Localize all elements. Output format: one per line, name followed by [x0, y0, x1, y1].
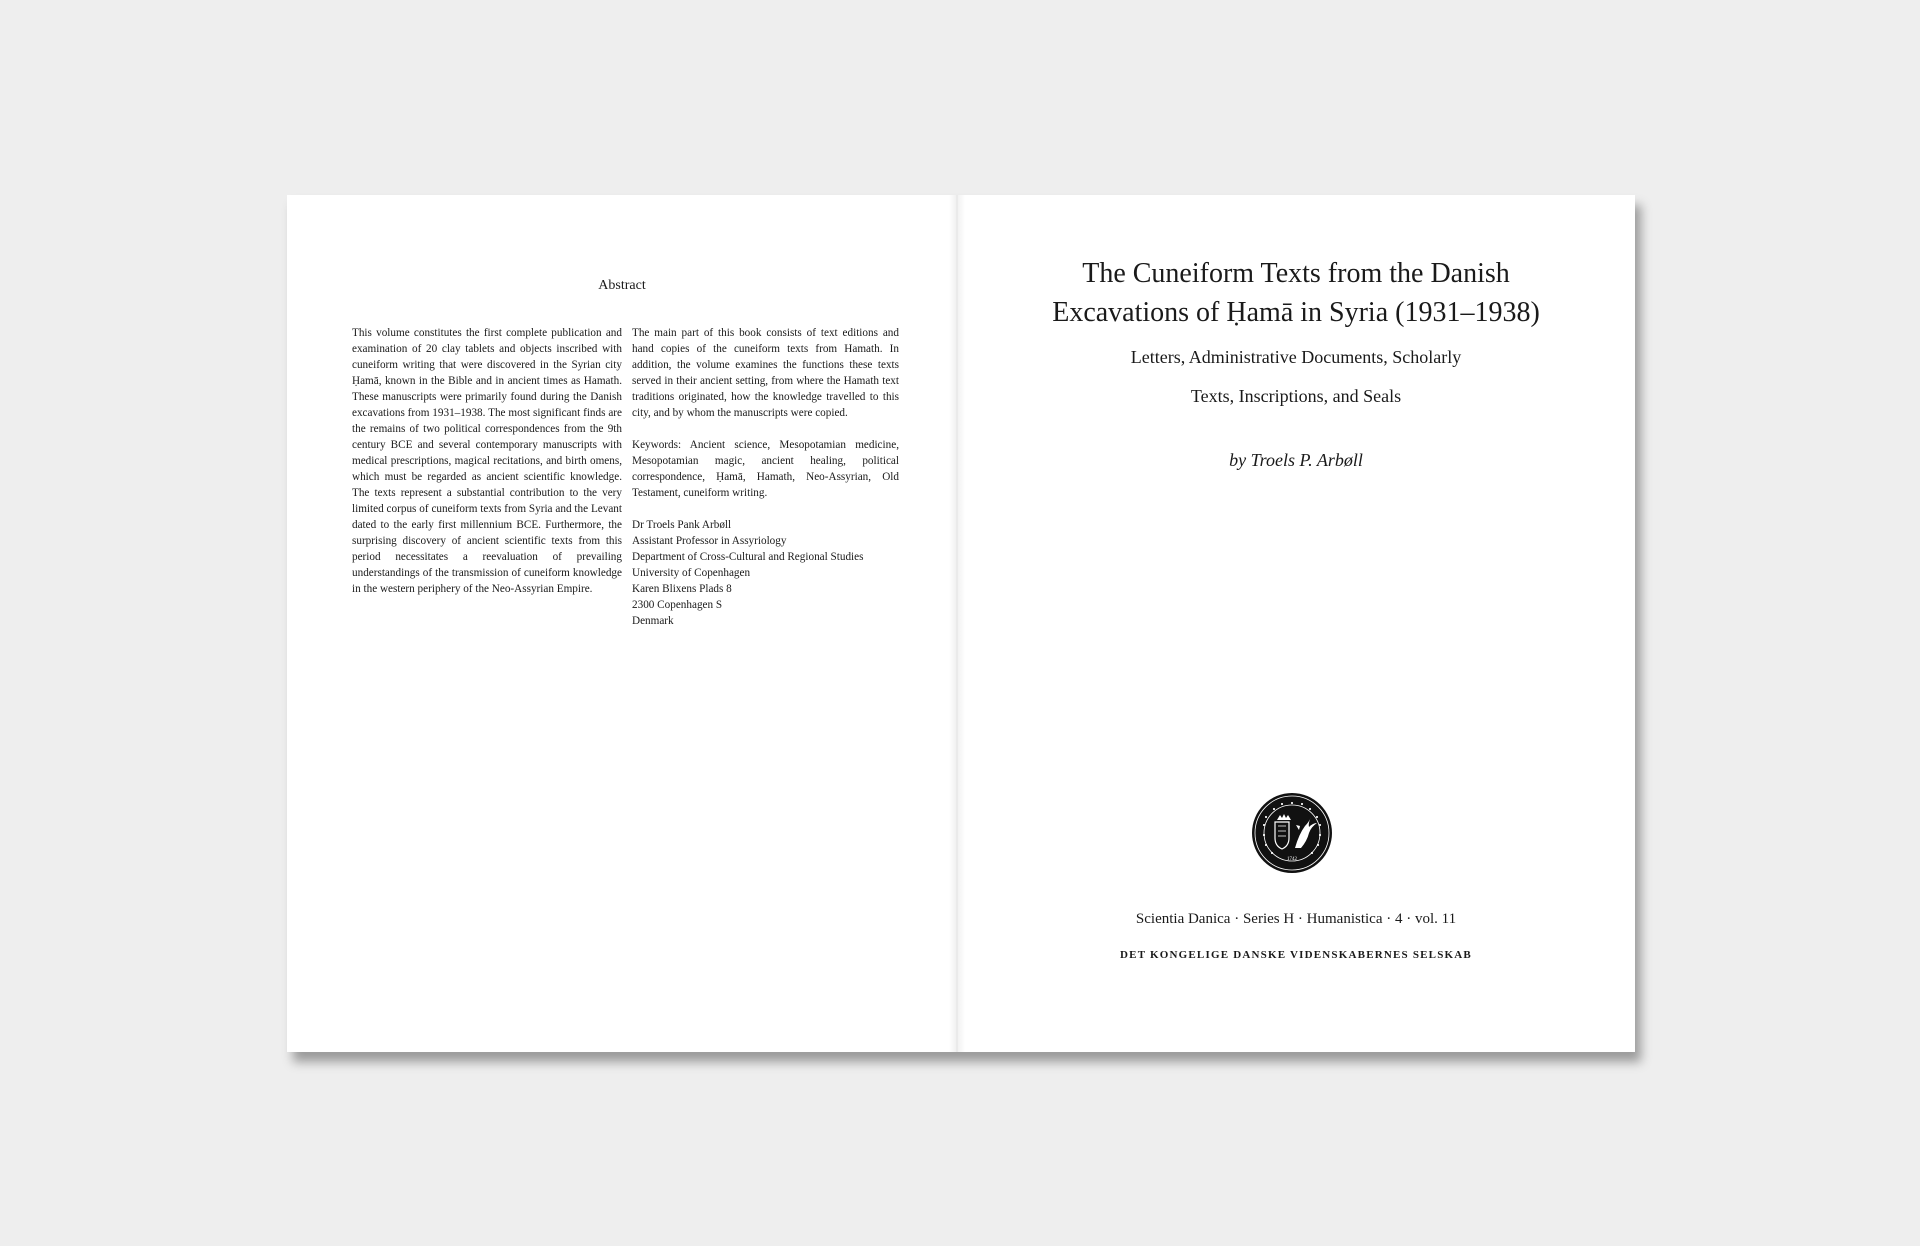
title-line-2: Excavations of Ḥamā in Syria (1931–1938) — [1052, 297, 1540, 328]
address-line: University of Copenhagen — [632, 567, 751, 579]
book-title — [957, 254, 1635, 332]
address-line: Denmark — [632, 615, 674, 627]
abstract-paragraph: This volume constitutes the first complete publication and examination of 20 clay tablets and objects inscribed with cuneiform writing that were discovered in the Syrian city Ḥamā, known in the Bible and in ancient times as Hamath. These manuscripts were primarily found during the Danish excavations from 1931–1938. The most significant finds are the remains of two political correspondences from the 9th century BCE and several contemporary manuscripts with medical prescriptions, magical recitations, and birth omens, which must be regarded as ancient scientific knowledge. The texts represent a substantial contribution to the very limited corpus of cuneiform texts from Syria and the Levant dated to the early first millennium BCE. Furthermore, the surprising discovery of ancient scientific texts from this period necessitates a reevaluation of prevailing understandings of the transmission of cuneiform knowledge in the western periphery of the Neo-Assyrian Empire. — [352, 327, 622, 595]
title-line-1: The Cuneiform Texts from the Danish — [1082, 258, 1510, 289]
abstract-heading: Abstract — [598, 278, 646, 293]
publisher-name: DET KONGELIGE DANSKE VIDENSKABERNES SELSKAB — [1120, 949, 1472, 961]
academy-seal-icon — [1251, 792, 1333, 874]
book-author: by Troels P. Arbøll — [1229, 450, 1363, 470]
abstract-column-2 — [632, 325, 899, 629]
keywords: Keywords: Ancient science, Mesopotamian medicine, Mesopotamian magic, ancient healing, political correspondence, Ḥamā, Hamath, Neo-Assyrian, Old Testament, cuneiform writing. — [632, 439, 899, 499]
series-line: Scientia Danica · Series H · Humanistica · 4 · vol. 11 — [1135, 911, 1457, 927]
book-gutter — [949, 195, 965, 1052]
left-page — [287, 195, 957, 1052]
subtitle-line-2: Texts, Inscriptions, and Seals — [1190, 386, 1402, 406]
book-subtitle — [957, 338, 1635, 416]
address-line: Karen Blixens Plads 8 — [632, 583, 732, 595]
author-address — [632, 517, 899, 629]
address-line: Assistant Professor in Assyriology — [632, 535, 787, 547]
address-line: 2300 Copenhagen S — [632, 599, 723, 611]
abstract-column-1 — [352, 325, 622, 597]
seal-year: 1742 — [1287, 857, 1297, 862]
address-line: Dr Troels Pank Arbøll — [632, 519, 732, 531]
right-page — [957, 195, 1635, 1052]
book-spread — [287, 195, 1635, 1052]
subtitle-line-1: Letters, Administrative Documents, Scholarly — [1130, 347, 1462, 367]
abstract-paragraph-2: The main part of this book consists of text editions and hand copies of the cuneiform texts from Hamath. In addition, the volume examines the functions these texts served in their ancient setting, from where the Hamath text traditions originated, how the knowledge travelled to this city, and by whom the manuscripts were copied. — [632, 327, 899, 419]
address-line: Department of Cross-Cultural and Regional Studies — [632, 551, 864, 563]
